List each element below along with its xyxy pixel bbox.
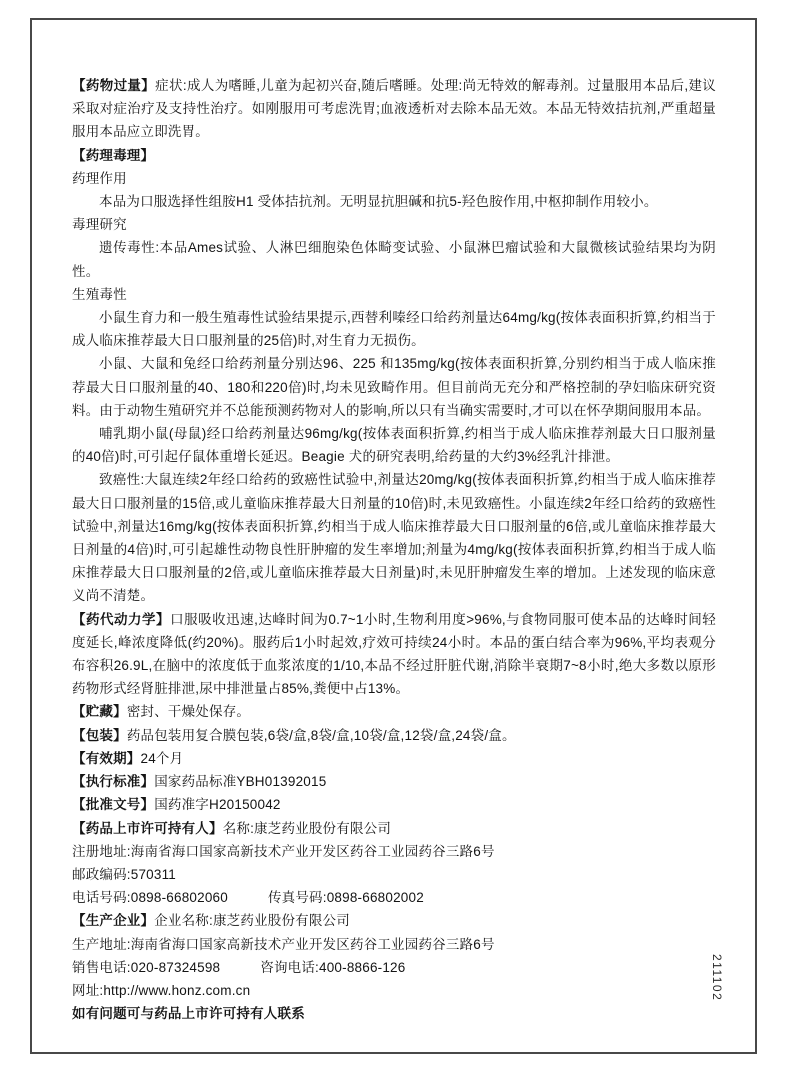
section-label: 【药代动力学】 [72, 611, 171, 627]
paragraph: 生产地址:海南省海口国家高新技术产业开发区药谷工业园药谷三路6号 [72, 936, 495, 952]
section-label: 【批准文号】 [72, 797, 155, 813]
paragraph: 【批准文号】国药准字H20150042 [72, 797, 281, 813]
paragraph [72, 886, 716, 909]
paragraph: 网址:http://www.honz.com.cn [72, 982, 251, 998]
section-label: 【药物过量】 [72, 78, 156, 93]
section-label: 【生产企业】 [72, 913, 155, 929]
paragraph: 致癌性:大鼠连续2年经口给药的致癌性试验中,剂量达20mg/kg(按体表面积折算,约相当于成人临床推荐最大日口服剂量的15倍,或儿童临床推荐最大日剂量的10倍)时,未见致癌性。小鼠连续2年经口给药的致癌性试验中,剂量达16mg/kg(按体表面积折算,约相当于成人临床推荐最大日口服剂量的6倍,或儿童临床推荐最大日剂量的4倍)时,可引起雄性动物良性肝肿瘤的发生率增加;剂量为4mg/kg(按体表面积折算,约相当于成人临床推荐最大日口服剂量的2倍,或儿童临床推荐最大日剂量)时,未见肝肿瘤发生率的增加。上述发现的临床意义尚不清楚。 [72, 472, 716, 604]
field-value: 传真号码:0898-66802002 [267, 890, 424, 906]
field-value: 电话号码:0898-66802060 [72, 890, 228, 906]
section-label: 【药品上市许可持有人】 [72, 820, 223, 836]
paragraph: 哺乳期小鼠(母鼠)经口给药剂量达96mg/kg(按体表面积折算,约相当于成人临床推荐剂最大日口服剂量的40倍)时,可引起仔鼠体重增长延迟。Beagie 犬的研究表明,给药量的大约3%经乳汁排泄。 [72, 426, 716, 465]
paragraph: 毒理研究 [72, 217, 127, 233]
paragraph: 本品为口服选择性组胺H1 受体拮抗剂。无明显抗胆碱和抗5-羟色胺作用,中枢抑制作用较小。 [99, 194, 658, 210]
section-label: 【药理毒理】 [72, 147, 155, 163]
paragraph: 【药物过量】症状:成人为嗜睡,儿童为起初兴奋,随后嗜睡。处理:尚无特效的解毒剂。过量服用本品后,建议采取对症治疗及支持性治疗。如刚服用可考虑洗胃;血液透析对去除本品无效。本品无特效拮抗剂,严重超量服用本品应立即洗胃。 [72, 78, 716, 140]
paragraph: 小鼠生育力和一般生殖毒性试验结果提示,西替利嗪经口给药剂量达64mg/kg(按体表面积折算,约相当于成人临床推荐最大日口服剂量的25倍)时,对生育力无损伤。 [72, 310, 716, 349]
paragraph: 【药代动力学】口服吸收迅速,达峰时间为0.7~1小时,生物利用度>96%,与食物同服可使本品的达峰时间轻度延长,峰浓度降低(约20%)。服药后1小时起效,疗效可持续24小时。本品的蛋白结合率为96%,平均表观分布容积26.9L,在脑中的浓度低于血浆浓度的1/10,本品不经过肝脏代谢,消除半衰期7~8小时,绝大多数以原形药物形式经肾脏排泄,尿中排泄量占85%,粪便中占13%。 [72, 611, 716, 697]
field-value: 咨询电话:400-8866-126 [260, 959, 406, 975]
paragraph: 【有效期】24个月 [72, 750, 184, 766]
paragraph: 【包装】药品包装用复合膜包装,6袋/盒,8袋/盒,10袋/盒,12袋/盒,24袋/盒。 [72, 727, 516, 743]
section-label: 【有效期】 [72, 750, 141, 766]
paragraph: 【药品上市许可持有人】名称:康芝药业股份有限公司 [72, 820, 392, 836]
section-label: 【执行标准】 [72, 774, 155, 790]
paragraph: 【贮藏】密封、干燥处保存。 [72, 704, 251, 720]
paragraph: 遗传毒性:本品Ames试验、人淋巴细胞染色体畸变试验、小鼠淋巴瘤试验和大鼠微核试验结果均为阴性。 [72, 240, 716, 279]
batch-code: 211102 [710, 954, 724, 1002]
paragraph [72, 144, 716, 167]
field-value: 销售电话:020-87324598 [72, 959, 221, 975]
paragraph: 如有问题可与药品上市许可持有人联系 [72, 1006, 305, 1022]
paragraph [72, 956, 716, 979]
paragraph: 注册地址:海南省海口国家高新技术产业开发区药谷工业园药谷三路6号 [72, 843, 495, 859]
doc-body [72, 74, 716, 1025]
paragraph: 药理作用 [72, 170, 127, 186]
paragraph: 邮政编码:570311 [72, 866, 176, 882]
section-label: 【包装】 [72, 727, 127, 743]
paragraph: 【生产企业】企业名称:康芝药业股份有限公司 [72, 913, 350, 929]
paragraph: 【执行标准】国家药品标准YBH01392015 [72, 774, 327, 790]
paragraph: 生殖毒性 [72, 286, 127, 302]
section-label: 【贮藏】 [72, 704, 127, 720]
paragraph: 小鼠、大鼠和兔经口给药剂量分别达96、225 和135mg/kg(按体表面积折算,分别约相当于成人临床推荐最大日口服剂量的40、180和220倍)时,均未见致畸作用。但目前尚无充分和严格控制的孕妇临床研究资料。由于动物生殖研究并不总能预测药物对人的影响,所以只有当确实需要时,才可以在怀孕期间服用本品。 [72, 356, 716, 418]
border-frame [30, 18, 757, 1054]
